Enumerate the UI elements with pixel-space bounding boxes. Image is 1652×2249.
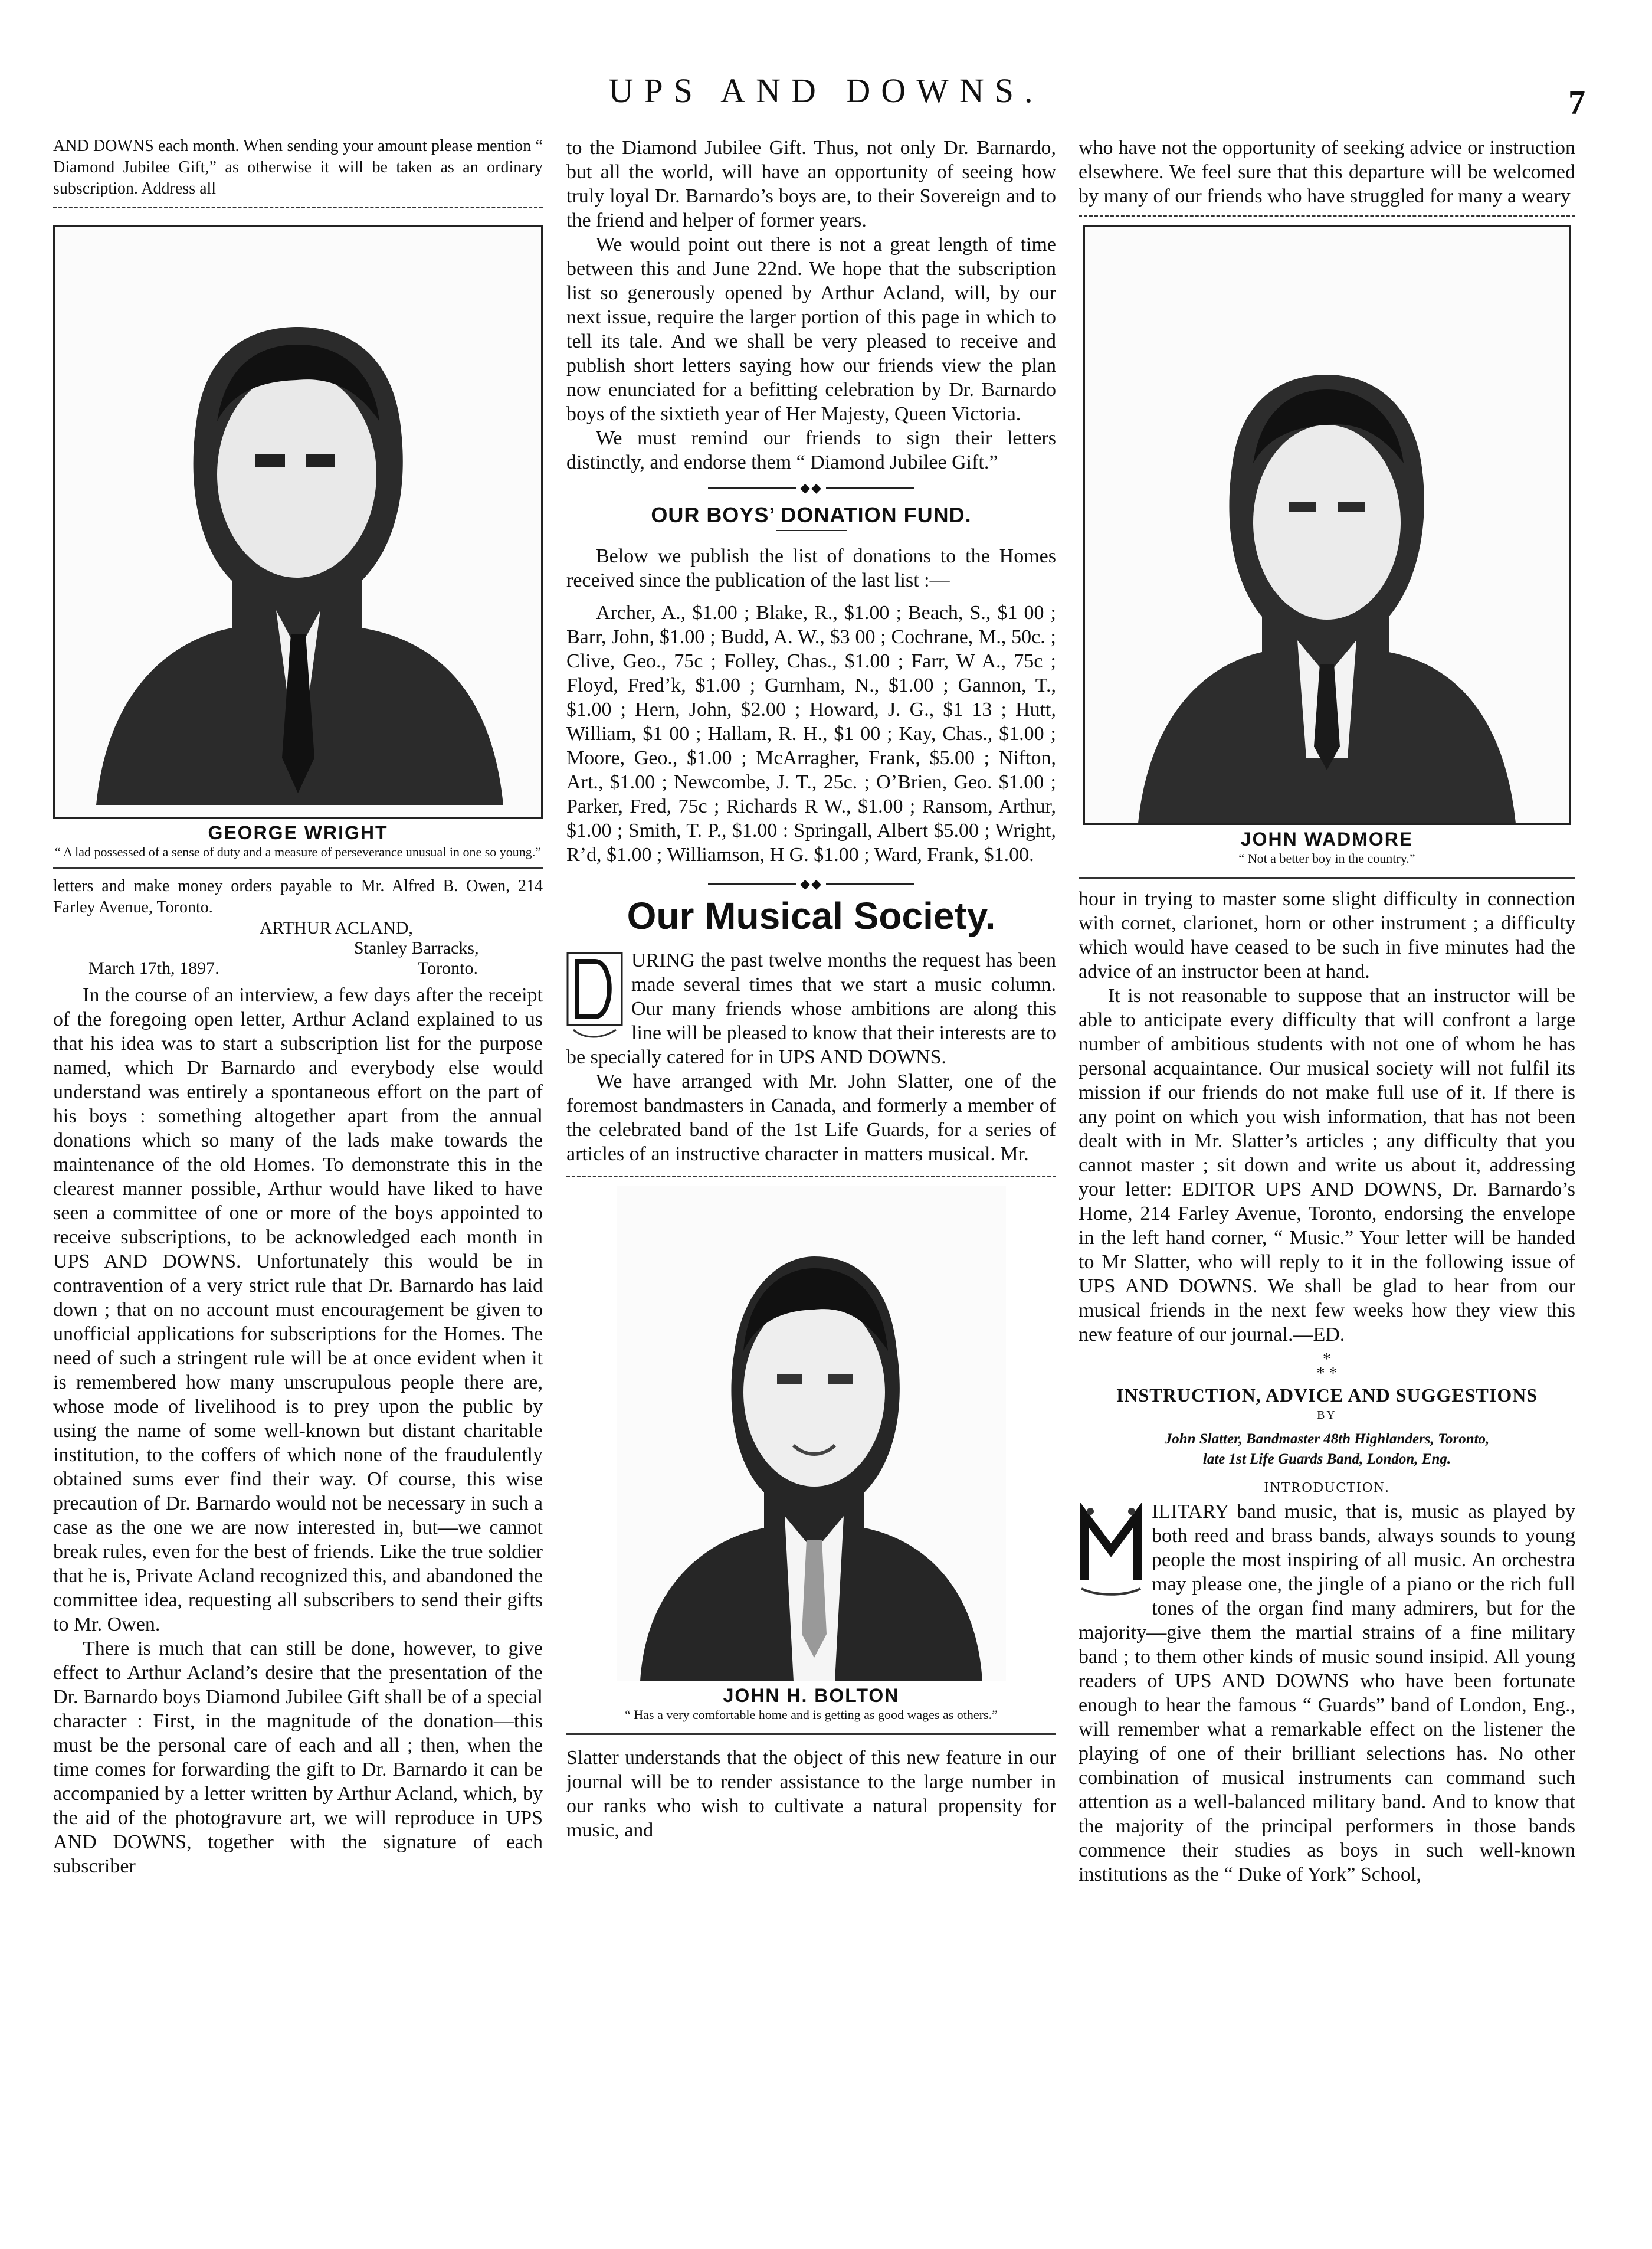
divider: [53, 867, 543, 869]
photo-george-wright: [53, 225, 543, 819]
divider: [53, 207, 543, 208]
musical-paragraph-1: URING the past twelve months the request has been made several times that we start a music column. Our many friends whose ambitions are along this line will be pleased to know that their interests are to be specially catered for in UPS AND DOWNS.: [566, 949, 1056, 1068]
donation-list: Archer, A., $1.00 ; Blake, R., $1.00 ; Beach, S., $1 00 ; Barr, John, $1.00 ; Budd, A. W., $3 00 ; Cochrane, M., 50c. ; Clive, Geo., 75c ; Folley, Chas., $1.00 ; Farr, W A., 75c ; Floyd, Fred’k, $1.00 ; Gurnham, N., $1.00 ; Gannon, T., $1.00 ; Hern, John, $2.00 ; Howard, J. G., $1 13 ; Hutt, William, $1 00 ; Hallam, R. H., $1 00 ; Kay, Chas., $1.00 ; Moore, Geo., $1.00 ; McArragher, Frank, $5.00 ; Nifton, Art., $1.00 ; Newcombe, J. T., 25c. ; O’Brien, Geo. $1.00 ; Parker, Fred, 75c ; Richards R W., $1.00 ; Ransom, Arthur, $1.00 ; Smith, T. P., $1.00 : Springall, Albert $5.00 ; Wright, R’d, $1.00 ; Williamson, H G. $1.00 ; Ward, Frank, $1.00.: [566, 601, 1056, 866]
dropcap-d-icon: [566, 952, 623, 1040]
divider: [776, 530, 847, 531]
author-line: late 1st Life Guards Band, London, Eng.: [1202, 1451, 1451, 1467]
byline-label: BY: [1317, 1409, 1337, 1422]
photo-caption-quote: “ Has a very comfortable home and is getting as good wages as others.”: [625, 1707, 998, 1722]
signature-place: Stanley Barracks,: [354, 938, 479, 958]
intro-text: AND DOWNS each month. When sending your amount please mention “ Diamond Jubilee Gift,” as otherwise it will be taken as an ordinary subscription. Address all: [53, 137, 543, 198]
article-paragraph: We must remind our friends to sign their letters distinctly, and endorse them “ Diamond Jubilee Gift.”: [566, 427, 1056, 473]
photo-caption-name: GEORGE WRIGHT: [208, 822, 388, 843]
author-line: John Slatter, Bandmaster 48th Highlanders, Toronto,: [1164, 1431, 1490, 1447]
ornamental-divider: ◆◆: [566, 875, 1056, 892]
article-paragraph: We have arranged with Mr. John Slatter, one of the foremost bandmasters in Canada, and formerly a member of the celebrated band of the 1st Life Guards, for a series of articles of an instructive character in matters musical. Mr.: [566, 1070, 1056, 1165]
donation-intro: Below we publish the list of donations to the Homes received since the publication of the last list :—: [566, 545, 1056, 591]
signature-city: Toronto.: [417, 958, 478, 978]
signature-name: ARTHUR ACLAND,: [260, 918, 413, 938]
article-paragraph: hour in trying to master some slight difficulty in connection with cornet, clarionet, horn or other instrument ; a difficulty which would have ceased to be such in five minutes had the advice of an instructor been at hand.: [1079, 888, 1575, 983]
musical-society-heading: Our Musical Society.: [627, 894, 996, 937]
column-1: [53, 136, 543, 1878]
article-paragraph: There is much that can still be done, however, to give effect to Arthur Acland’s desire that the presentation of the Dr. Barnardo boys Diamond Jubilee Gift shall be of a special character : First, in the magnitude of the donation—this must be the personal care of each and all ; then, when the time comes for forwarding the gift to Dr. Barnardo it can be accompanied by a letter written by Arthur Acland, which, by the aid of the photogravure art, we will reproduce in UPS AND DOWNS, together with the signature of each subscriber: [53, 1638, 543, 1877]
instruction-paragraph-1: ILITARY band music, that is, music as played by both reed and brass bands, always sounds to young people the most inspiring of all music. An orchestra may please one, the jingle of a piano or the rich full tones of the organ find many admirers, but for the majority—give them the martial strains of a fine military band ; to them other kinds of music sound insipid. All young readers of UPS AND DOWNS who have been fortunate enough to hear the famous “ Guards” band of London, Eng., will remember what a remarkable effect on the listener the playing of one of their brilliant selections has. No other combination of musical instruments can command such attention as a well-balanced military band. And to know that the majority of the principal performers in those bands commence their studies as boys in such well-known institutions as the “ Duke of York” School,: [1079, 1501, 1575, 1885]
photo-john-wadmore: [1083, 225, 1571, 825]
divider: [566, 1733, 1056, 1735]
article-paragraph: We would point out there is not a great length of time between this and June 22nd. We hope that the subscription list so generously opened by Arthur Acland, will, by our next issue, require the larger portion of this page in which to tell its tale. And we shall be very pleased to receive and publish short letters saying how our friends view the plan now enunciated for a befitting celebration by Dr. Barnardo boys of the sixtieth year of Her Majesty, Queen Victoria.: [566, 234, 1056, 425]
portrait-image: [1085, 227, 1569, 823]
signature-date: March 17th, 1897.: [88, 958, 219, 978]
article-paragraph: It is not reasonable to suppose that an instructor will be able to anticipate every difficulty that will confront a large number of ambitious students with not one of whom he has personal acquaintance. Our musical society will not fulfil its mission if our friends do not make full use of it. If there is any point on which you wish information, that has not been dealt with in Mr. Slatter’s articles ; any difficulty that you cannot master ; sit down and write us about it, addressing your letter: EDITOR UPS AND DOWNS, Dr. Barnardo’s Home, 214 Farley Avenue, Toronto, endorsing the envelope in the left hand corner, “ Music.” Your letter will be handed to Mr Slatter, who will reply to it in the following issue of UPS AND DOWNS. We shall be glad to hear from our musical friends in the next few weeks how they view this new feature of our journal.—ED.: [1079, 985, 1575, 1346]
article-paragraph: to the Diamond Jubilee Gift. Thus, not only Dr. Barnardo, but all the world, will have an opportunity of seeing how truly loyal Dr. Barnardo’s boys are, to their Sovereign and to the friend and helper of former years.: [566, 137, 1056, 231]
signature-date-line: [53, 958, 543, 978]
portrait-image: [55, 227, 541, 817]
article-paragraph: who have not the opportunity of seeking advice or instruction elsewhere. We feel sure that this departure will be welcomed by many of our friends who have struggled for many a weary: [1079, 137, 1575, 207]
divider: [1079, 877, 1575, 879]
divider: [1079, 215, 1575, 217]
donation-fund-heading: OUR BOYS’ DONATION FUND.: [651, 502, 972, 527]
ornamental-divider: ◆◆: [566, 479, 1056, 496]
photo-caption-name: JOHN WADMORE: [1240, 829, 1414, 850]
article-paragraph: [566, 948, 1056, 1069]
letter-address: letters and make money orders payable to Mr. Alfred B. Owen, 214 Farley Avenue, Toronto.: [53, 877, 543, 916]
photo-caption-quote: “ A lad possessed of a sense of duty and a measure of perseverance unusual in one so young.”: [54, 844, 542, 859]
divider: [566, 1176, 1056, 1177]
photo-caption-name: JOHN H. BOLTON: [723, 1684, 900, 1706]
asterism: * * *: [1316, 1350, 1338, 1383]
dropcap-m-icon: [1079, 1503, 1143, 1597]
instruction-heading: INSTRUCTION, ADVICE AND SUGGESTIONS: [1116, 1384, 1538, 1406]
article-paragraph: In the course of an interview, a few days after the receipt of the foregoing open letter, Arthur Acland explained to us that his idea was to start a subscription list for the purpose named, which Dr Barnardo and everybody else would understand was entirely a spontaneous effort on the part of his boys : something altogether apart from the annual donations which so many of the lads make towards the maintenance of the old Homes. To demonstrate this in the clearest manner possible, Arthur would have liked to have seen a committee of one or more of the boys appointed to receive subscriptions, to be acknowledged each month in UPS AND DOWNS. Unfortunately this would be in contravention of a very strict rule that Dr. Barnardo has laid down ; that on no account must encouragement be given to unofficial applications for subscriptions for the Homes. The need of such a stringent rule will be at once evident when it is remembered how many unscrupulous people there are, whose mode of livelihood is to prey upon the public by using the name of some well-known but distant charitable institution, to the coffers of which none of the fraudulently obtained sums ever find their way. Of course, this wise precaution of Dr. Barnardo would not be necessary in such a case as the one we are now interested in, but—we cannot break rules, even for the best of friends. Like the true soldier that he is, Private Acland recognized this, and abandoned the committee idea, requesting all subscribers to send their gifts to Mr. Owen.: [53, 984, 543, 1635]
portrait-image: [617, 1186, 1006, 1681]
running-head: UPS AND DOWNS.: [608, 71, 1044, 110]
introduction-label: INTRODUCTION.: [1264, 1480, 1390, 1495]
column-2: [566, 136, 1056, 1842]
column-3: [1079, 136, 1575, 1887]
page-number: 7: [1568, 83, 1585, 122]
article-paragraph: Slatter understands that the object of this new feature in our journal will be to render assistance to the large number in our ranks who wish to cultivate a natural propensity for music, and: [566, 1746, 1056, 1841]
photo-john-bolton: [617, 1186, 1006, 1681]
photo-caption-quote: “ Not a better boy in the country.”: [1238, 851, 1415, 866]
article-paragraph: [1079, 1500, 1575, 1887]
